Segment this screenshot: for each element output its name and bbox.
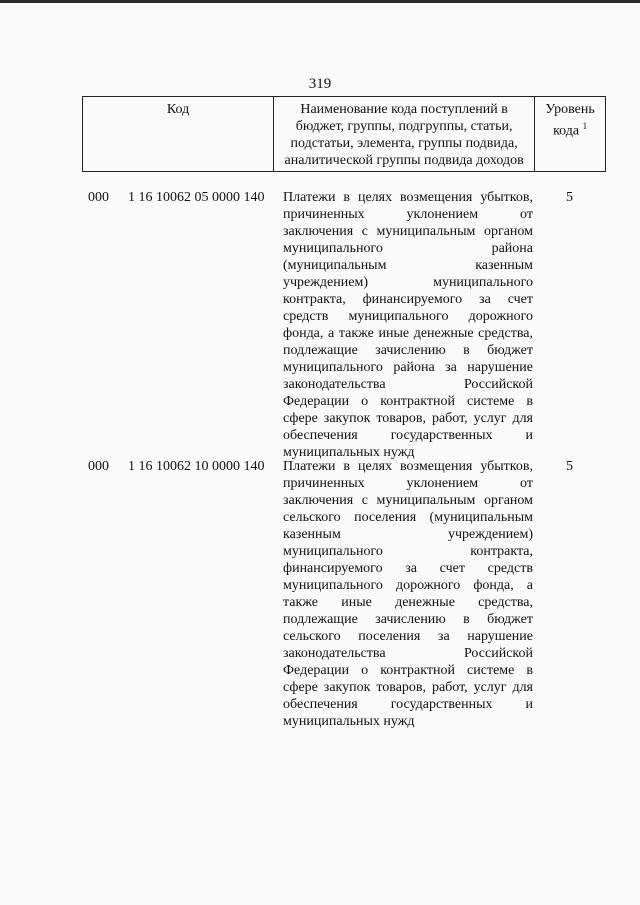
header-name-line: Наименование кода поступлений в: [300, 102, 508, 117]
revenue-code: 1 16 10062 10 0000 140: [128, 459, 265, 474]
name-line: средств муниципального дорожного: [283, 309, 533, 324]
revenue-name: [283, 458, 533, 730]
name-line: сфере закупок товаров, работ, услуг для: [283, 680, 533, 695]
name-line: также иные денежные средства,: [283, 595, 533, 610]
name-line: законодательства Российской: [283, 377, 533, 392]
header-name-line: бюджет, группы, подгруппы, статьи,: [295, 119, 513, 134]
name-line: обеспечения государственных и: [283, 697, 533, 712]
level-value: 5: [566, 459, 573, 474]
name-line: муниципальных нужд: [283, 445, 415, 460]
page-number: 319: [308, 76, 332, 92]
name-line: контракта, финансируемого за счет: [283, 292, 533, 307]
name-line: муниципального района за нарушение: [283, 360, 533, 375]
header-level-word: кода: [553, 123, 580, 139]
name-line: обеспечения государственных и: [283, 428, 533, 443]
name-line: финансируемого за счет средств: [283, 561, 533, 576]
name-line: причиненных уклонением от: [283, 207, 533, 222]
header-name-cell: [274, 97, 535, 172]
name-line: подлежащие зачислению в бюджет: [283, 343, 533, 358]
revenue-name: [283, 189, 533, 461]
name-line: законодательства Российской: [283, 646, 533, 661]
name-line: муниципального контракта,: [283, 544, 533, 559]
name-line: сфере закупок товаров, работ, услуг для: [283, 411, 533, 426]
name-line: сельского поселения (муниципальным: [283, 510, 533, 525]
level-value: 5: [566, 190, 573, 205]
name-line: учреждением) муниципального: [283, 275, 533, 290]
name-line: Платежи в целях возмещения убытков,: [283, 459, 533, 474]
name-line: подлежащие зачислению в бюджет: [283, 612, 533, 627]
name-line: муниципального района: [283, 241, 533, 256]
admin-code: 000: [88, 190, 109, 205]
name-line: Платежи в целях возмещения убытков,: [283, 190, 533, 205]
table-header: [82, 96, 606, 172]
header-level-cell: [535, 97, 606, 172]
header-code-label: Код: [166, 102, 190, 117]
revenue-code: 1 16 10062 05 0000 140: [128, 190, 265, 205]
name-line: Федерации о контрактной системе в: [283, 663, 533, 678]
name-line: казенным учреждением): [283, 527, 533, 542]
name-line: муниципального дорожного фонда, а: [283, 578, 533, 593]
admin-code: 000: [88, 459, 109, 474]
header-name-line: аналитической группы подвида доходов: [284, 153, 524, 168]
name-line: Федерации о контрактной системе в: [283, 394, 533, 409]
name-line: причиненных уклонением от: [283, 476, 533, 491]
top-border-line: [0, 0, 640, 3]
header-code-cell: [83, 97, 274, 172]
name-line: сельского поселения за нарушение: [283, 629, 533, 644]
header-level-sublabel: [538, 118, 602, 140]
name-line: заключения с муниципальным органом: [283, 493, 533, 508]
name-line: муниципальных нужд: [283, 714, 415, 729]
header-name-line: подстатьи, элемента, группы подвида,: [290, 136, 518, 151]
name-line: (муниципальным казенным: [283, 258, 533, 273]
name-line: заключения с муниципальным органом: [283, 224, 533, 239]
header-level-label: Уровень: [545, 102, 595, 117]
name-line: фонда, а также иные денежные средства,: [283, 326, 533, 341]
footnote-marker: 1: [582, 121, 588, 131]
